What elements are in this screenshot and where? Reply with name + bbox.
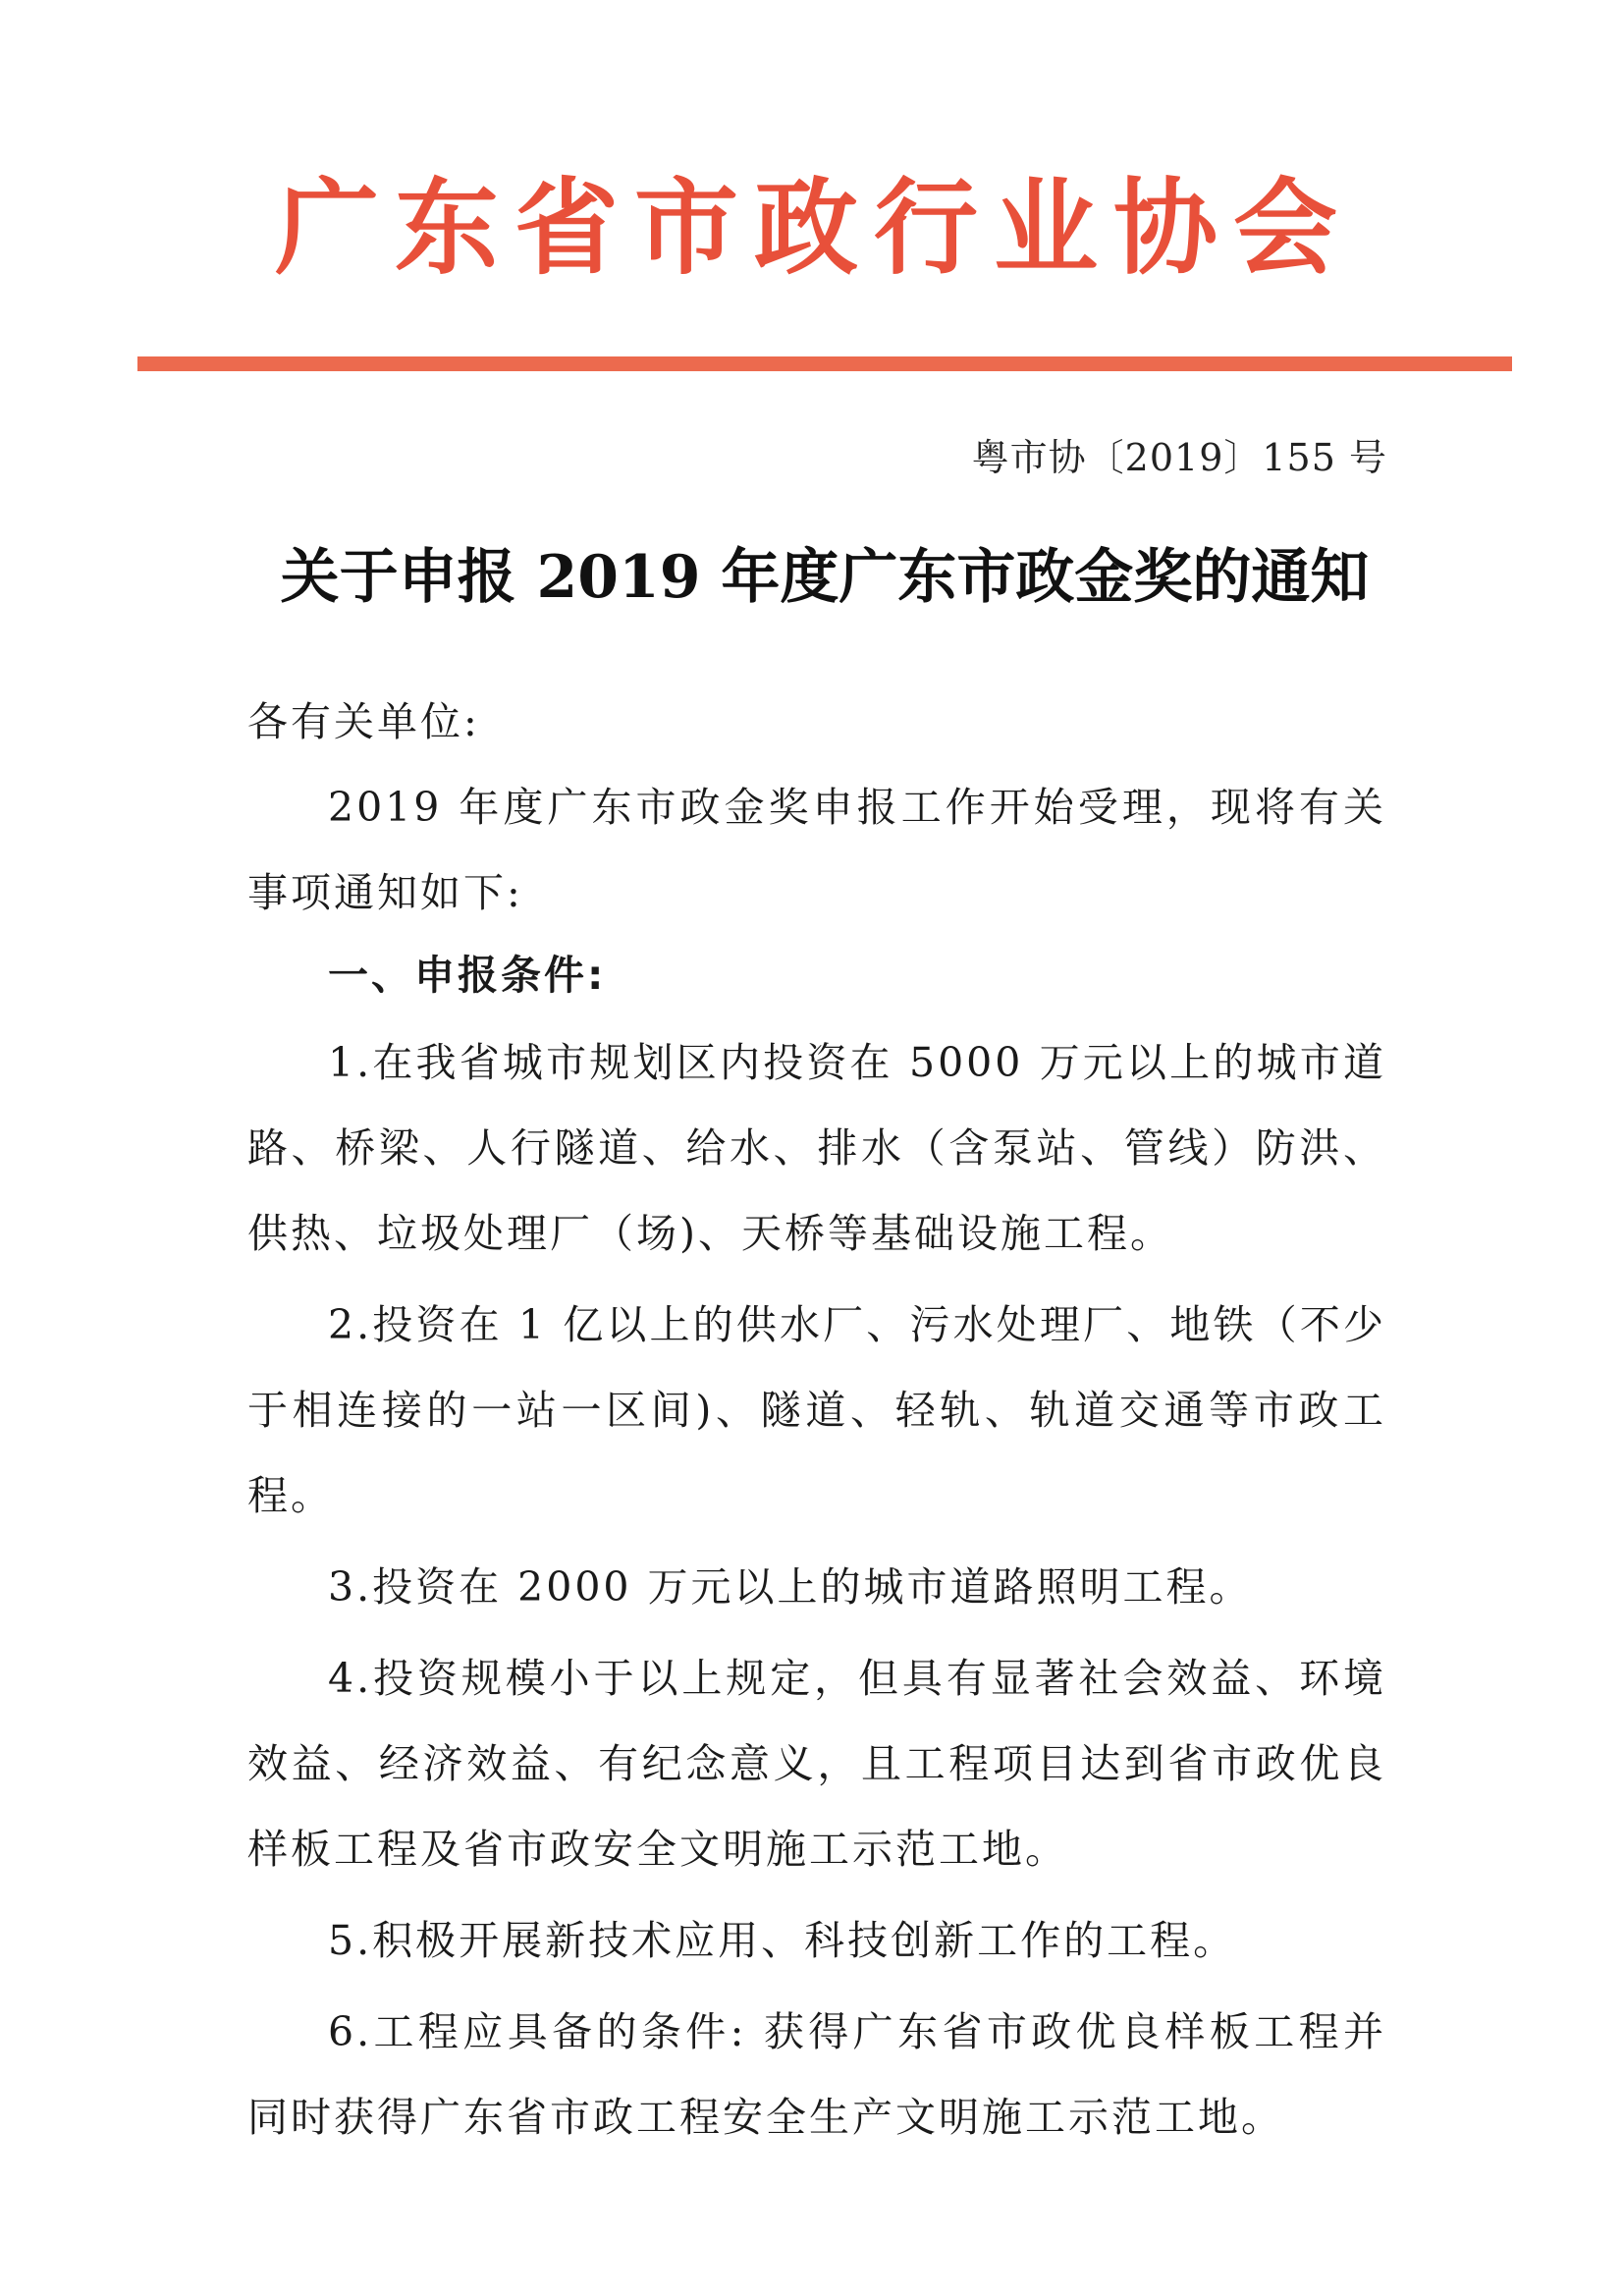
document-number: 粤市协〔2019〕155 号 xyxy=(971,436,1387,479)
intro-paragraph: 2019 年度广东市政金奖申报工作开始受理，现将有关事项通知如下: xyxy=(247,784,1386,916)
salutation: 各有关单位: xyxy=(247,698,480,745)
letterhead-red-rule xyxy=(137,356,1512,371)
document-body xyxy=(247,680,1386,2160)
condition-item-4: 4.投资规模小于以上规定，但具有显著社会效益、环境效益、经济效益、有纪念意义，且工程项目达到省市政优良样板工程及省市政安全文明施工示范工地。 xyxy=(247,1655,1386,1873)
condition-item-5: 5.积极开展新技术应用、科技创新工作的工程。 xyxy=(328,1917,1237,1964)
section-heading-conditions: 一、申报条件: xyxy=(328,952,607,999)
condition-item-6: 6.工程应具备的条件: 获得广东省市政优良样板工程并同时获得广东省市政工程安全生产文明施工示范工地。 xyxy=(247,2008,1386,2141)
condition-item-3: 3.投资在 2000 万元以上的城市道路照明工程。 xyxy=(328,1563,1253,1611)
letterhead-organization: 广东省市政行业协会 xyxy=(275,168,1353,289)
condition-item-1: 1.在我省城市规划区内投资在 5000 万元以上的城市道路、桥梁、人行隧道、给水、排水（含泵站、管线）防洪、供热、垃圾处理厂（场)、天桥等基础设施工程。 xyxy=(247,1039,1386,1257)
condition-item-2: 2.投资在 1 亿以上的供水厂、污水处理厂、地铁（不少于相连接的一站一区间)、隧道、轻轨、轨道交通等市政工程。 xyxy=(247,1301,1386,1519)
document-title: 关于申报 2019 年度广东市政金奖的通知 xyxy=(280,543,1370,612)
